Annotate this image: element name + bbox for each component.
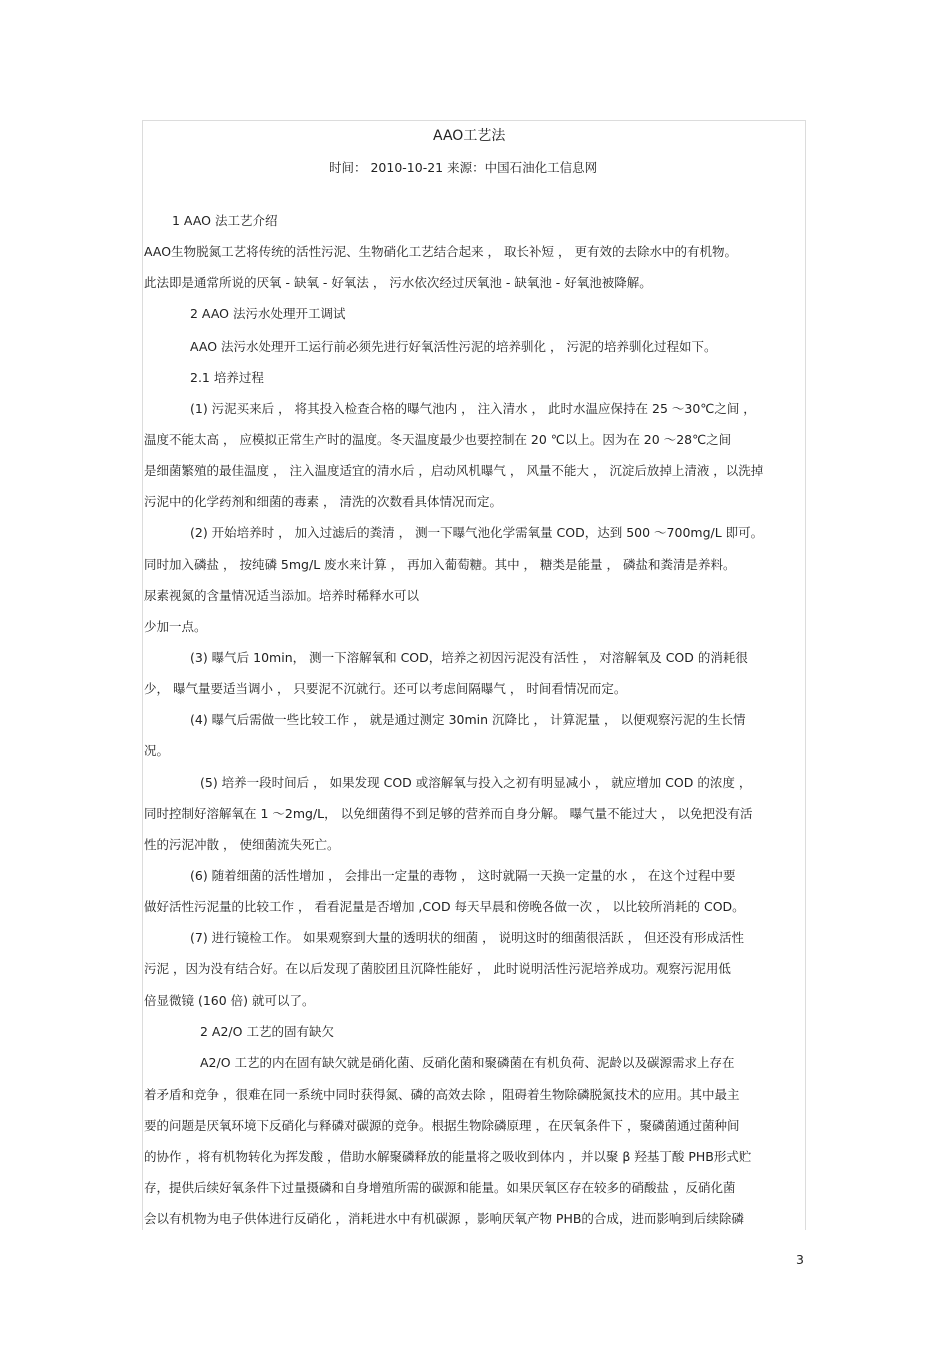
section-heading: 2 AAO 法污水处理开工调试	[190, 306, 346, 321]
body-line: (1) 污泥买来后 ， 将其投入检查合格的曝气池内 ， 注入清水 ， 此时水温应保持在 25 ～30℃之间 ，	[190, 401, 756, 416]
body-line: (6) 随着细菌的活性增加 ， 会排出一定量的毒物 ， 这时就隔一天换一定量的水 ， 在这个过程中要	[190, 868, 736, 883]
body-line: 倍显微镜 (160 倍) 就可以了。	[144, 993, 315, 1008]
body-line: 存，提供后续好氧条件下过量摄磷和自身增殖所需的碳源和能量。如果厌氧区存在较多的硝酸盐 ，反硝化菌	[144, 1180, 736, 1195]
body-line: (2) 开始培养时 ， 加入过滤后的粪清 ， 测一下曝气池化学需氧量 COD，达到 500 ～700mg/L 即可。	[190, 525, 764, 540]
page-number: 3	[796, 1252, 804, 1267]
body-line: AAO 法污水处理开工运行前必须先进行好氧活性污泥的培养驯化 ， 污泥的培养驯化过程如下。	[190, 339, 717, 354]
body-line: 况。	[144, 743, 170, 758]
page-title: AAO工艺法	[433, 128, 506, 144]
article-meta: 时间： 2010-10-21 来源：中国石油化工信息网	[329, 160, 598, 175]
body-line: (5) 培养一段时间后 ， 如果发现 COD 或溶解氧与投入之初有明显减小 ， 就应增加 COD 的浓度 ，	[200, 775, 752, 790]
body-line: (7) 进行镜检工作。 如果观察到大量的透明状的细菌 ， 说明这时的细菌很活跃 ， 但还没有形成活性	[190, 930, 745, 945]
body-line: 的协作 ，将有机物转化为挥发酸 ，借助水解聚磷释放的能量将之吸收到体内 ，并以聚 β 羟基丁酸 PHB形式贮	[144, 1149, 752, 1164]
body-line: 着矛盾和竞争 ，很难在同一系统中同时获得氮、磷的高效去除 ，阻碍着生物除磷脱氮技术的应用。其中最主	[144, 1087, 740, 1102]
body-line: 是细菌繁殖的最佳温度 ， 注入温度适宜的清水后 ，启动风机曝气 ， 风量不能大 ， 沉淀后放掉上清液 ，以洗掉	[144, 463, 764, 478]
body-line: 少加一点。	[144, 619, 207, 634]
body-line: 少， 曝气量要适当调小 ， 只要泥不沉就行。还可以考虑间隔曝气 ， 时间看情况而定。	[144, 681, 627, 696]
body-line: 污泥中的化学药剂和细菌的毒素 ， 清洗的次数看具体情况而定。	[144, 494, 502, 509]
body-line: AAO生物脱氮工艺将传统的活性污泥、生物硝化工艺结合起来 ， 取长补短 ， 更有效的去除水中的有机物。	[144, 244, 737, 259]
body-line: 同时控制好溶解氧在 1 ～2mg/L， 以免细菌得不到足够的营养而自身分解。 曝气量不能过大 ， 以免把没有活	[144, 806, 753, 821]
body-line: (4) 曝气后需做一些比较工作 ， 就是通过测定 30min 沉降比 ， 计算泥量 ， 以便观察污泥的生长情	[190, 712, 746, 727]
body-line: 温度不能太高 ， 应模拟正常生产时的温度。冬天温度最少也要控制在 20 ℃以上。因为在 20 ～28℃之间	[144, 432, 732, 447]
body-line: (3) 曝气后 10min， 测一下溶解氧和 COD，培养之初因污泥没有活性 ， 对溶解氧及 COD 的消耗很	[190, 650, 748, 665]
body-line: 同时加入磷盐 ， 按纯磷 5mg/L 废水来计算 ， 再加入葡萄糖。其中 ， 糖类是能量 ， 磷盐和粪清是养料。	[144, 557, 736, 572]
body-line: 此法即是通常所说的厌氧 - 缺氧 - 好氧法 ， 污水依次经过厌氧池 - 缺氧池 - 好氧池被降解。	[144, 275, 652, 290]
body-line: 做好活性污泥量的比较工作 ， 看看泥量是否增加 ,COD 每天早晨和傍晚各做一次 ， 以比较所消耗的 COD。	[144, 899, 745, 914]
body-line: 性的污泥冲散 ， 使细菌流失死亡。	[144, 837, 340, 852]
body-line: 会以有机物为电子供体进行反硝化 ，消耗进水中有机碳源 ，影响厌氧产物 PHB的合成，进而影响到后续除磷	[144, 1211, 744, 1226]
body-line: A2/O 工艺的内在固有缺欠就是硝化菌、反硝化菌和聚磷菌在有机负荷、泥龄以及碳源需求上存在	[200, 1055, 735, 1070]
section-heading: 1 AAO 法工艺介绍	[172, 213, 278, 228]
section-heading: 2 A2/O 工艺的固有缺欠	[200, 1024, 334, 1039]
subsection-heading: 2.1 培养过程	[190, 370, 264, 385]
body-line: 污泥 ，因为没有结合好。在以后发现了菌胶团且沉降性能好 ， 此时说明活性污泥培养成功。观察污泥用低	[144, 961, 731, 976]
body-line: 尿素视氮的含量情况适当添加。培养时稀释水可以	[144, 588, 420, 603]
body-line: 要的问题是厌氧环境下反硝化与释磷对碳源的竞争。根据生物除磷原理 ，在厌氧条件下 ，聚磷菌通过菌种间	[144, 1118, 740, 1133]
